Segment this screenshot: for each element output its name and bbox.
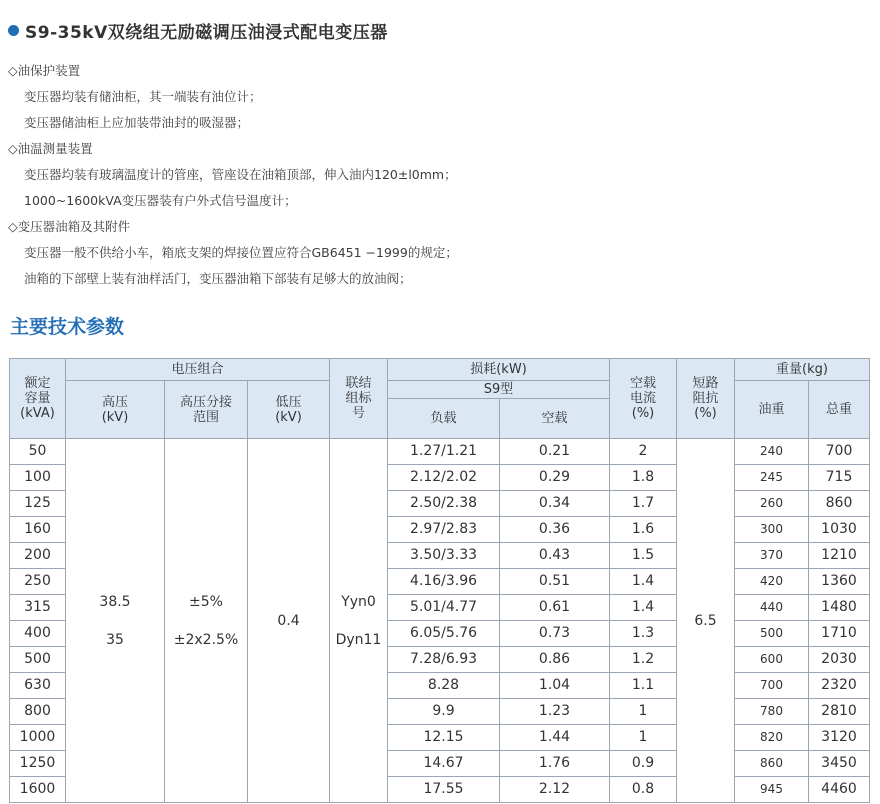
cell-noload-loss: 0.51 [500, 569, 610, 595]
section-line: 油箱的下部壁上装有油样活门，变压器油箱下部装有足够大的放油阀； [24, 271, 412, 286]
merged-lv: 0.4 [248, 439, 330, 803]
cell-load-loss: 2.97/2.83 [388, 517, 500, 543]
cell-capacity: 250 [10, 569, 66, 595]
header-loss-model: S9型 [388, 381, 610, 399]
header-load-loss: 负载 [388, 399, 500, 439]
cell-noload-current: 0.8 [610, 777, 677, 803]
section-heading: ◇油保护装置 [8, 63, 81, 78]
cell-capacity: 200 [10, 543, 66, 569]
cell-load-loss: 9.9 [388, 699, 500, 725]
cell-noload-current: 1.7 [610, 491, 677, 517]
cell-capacity: 315 [10, 595, 66, 621]
cell-oil-weight: 240 [735, 439, 809, 465]
cell-noload-current: 2 [610, 439, 677, 465]
cell-capacity: 1250 [10, 751, 66, 777]
merged-impedance: 6.5 [677, 439, 735, 803]
cell-load-loss: 12.15 [388, 725, 500, 751]
cell-oil-weight: 780 [735, 699, 809, 725]
cell-noload-current: 1.4 [610, 569, 677, 595]
cell-oil-weight: 245 [735, 465, 809, 491]
cell-total-weight: 1030 [809, 517, 870, 543]
cell-capacity: 50 [10, 439, 66, 465]
header-tap: 高压分接 范围 [165, 381, 248, 439]
cell-oil-weight: 945 [735, 777, 809, 803]
cell-total-weight: 1480 [809, 595, 870, 621]
cell-total-weight: 860 [809, 491, 870, 517]
cell-capacity: 125 [10, 491, 66, 517]
cell-total-weight: 3450 [809, 751, 870, 777]
cell-load-loss: 2.50/2.38 [388, 491, 500, 517]
cell-noload-loss: 0.86 [500, 647, 610, 673]
section-line: 变压器均装有玻璃温度计的管座，管座设在油箱顶部，伸入油内120±l0mm； [24, 167, 457, 182]
header-noload-current: 空载 电流 (%) [610, 359, 677, 439]
header-voltage-group: 电压组合 [66, 359, 330, 381]
page-title-row [8, 18, 388, 43]
cell-load-loss: 6.05/5.76 [388, 621, 500, 647]
cell-capacity: 630 [10, 673, 66, 699]
cell-noload-loss: 0.36 [500, 517, 610, 543]
cell-oil-weight: 600 [735, 647, 809, 673]
header-capacity: 额定 容量 (kVA) [10, 359, 66, 439]
cell-noload-loss: 1.23 [500, 699, 610, 725]
cell-noload-current: 1.2 [610, 647, 677, 673]
cell-capacity: 100 [10, 465, 66, 491]
cell-oil-weight: 860 [735, 751, 809, 777]
cell-load-loss: 17.55 [388, 777, 500, 803]
cell-noload-loss: 1.76 [500, 751, 610, 777]
cell-noload-loss: 1.04 [500, 673, 610, 699]
cell-total-weight: 1210 [809, 543, 870, 569]
bullet-dot-icon [8, 25, 19, 36]
cell-noload-current: 1.6 [610, 517, 677, 543]
cell-total-weight: 1710 [809, 621, 870, 647]
section-heading: ◇变压器油箱及其附件 [8, 219, 131, 234]
header-total-weight: 总重 [809, 381, 870, 439]
cell-total-weight: 700 [809, 439, 870, 465]
cell-oil-weight: 440 [735, 595, 809, 621]
cell-noload-current: 1 [610, 725, 677, 751]
merged-connection: Yyn0 Dyn11 [330, 439, 388, 803]
cell-capacity: 1600 [10, 777, 66, 803]
cell-load-loss: 7.28/6.93 [388, 647, 500, 673]
cell-load-loss: 1.27/1.21 [388, 439, 500, 465]
header-noload-loss: 空载 [500, 399, 610, 439]
cell-oil-weight: 420 [735, 569, 809, 595]
cell-noload-loss: 0.34 [500, 491, 610, 517]
spec-table [9, 358, 870, 803]
cell-noload-current: 1 [610, 699, 677, 725]
cell-capacity: 500 [10, 647, 66, 673]
cell-noload-loss: 2.12 [500, 777, 610, 803]
cell-load-loss: 14.67 [388, 751, 500, 777]
cell-noload-loss: 0.21 [500, 439, 610, 465]
cell-total-weight: 2810 [809, 699, 870, 725]
cell-oil-weight: 300 [735, 517, 809, 543]
cell-oil-weight: 500 [735, 621, 809, 647]
cell-total-weight: 715 [809, 465, 870, 491]
cell-noload-loss: 0.43 [500, 543, 610, 569]
cell-load-loss: 4.16/3.96 [388, 569, 500, 595]
section-line: 变压器储油柜上应加装带油封的吸湿器； [24, 115, 250, 130]
cell-capacity: 1000 [10, 725, 66, 751]
header-hv: 高压 (kV) [66, 381, 165, 439]
section-heading: ◇油温测量装置 [8, 141, 93, 156]
cell-load-loss: 5.01/4.77 [388, 595, 500, 621]
cell-noload-current: 1.4 [610, 595, 677, 621]
cell-load-loss: 3.50/3.33 [388, 543, 500, 569]
cell-oil-weight: 260 [735, 491, 809, 517]
page-title: S9-35kV双绕组无励磁调压油浸式配电变压器 [25, 23, 388, 43]
cell-total-weight: 4460 [809, 777, 870, 803]
merged-tap: ±5% ±2x2.5% [165, 439, 248, 803]
cell-noload-current: 0.9 [610, 751, 677, 777]
cell-noload-loss: 0.61 [500, 595, 610, 621]
cell-oil-weight: 700 [735, 673, 809, 699]
cell-noload-current: 1.8 [610, 465, 677, 491]
header-weight: 重量(kg) [735, 359, 870, 381]
header-connection: 联结 组标 号 [330, 359, 388, 439]
header-impedance: 短路 阻抗 (%) [677, 359, 735, 439]
cell-oil-weight: 820 [735, 725, 809, 751]
cell-total-weight: 1360 [809, 569, 870, 595]
header-loss: 损耗(kW) [388, 359, 610, 381]
merged-hv: 38.5 35 [66, 439, 165, 803]
cell-noload-current: 1.5 [610, 543, 677, 569]
section-line: 1000~1600kVA变压器装有户外式信号温度计； [24, 193, 297, 208]
cell-noload-current: 1.3 [610, 621, 677, 647]
cell-capacity: 160 [10, 517, 66, 543]
params-title: 主要技术参数 [10, 316, 125, 338]
section-line: 变压器一般不供给小车，箱底支架的焊接位置应符合GB6451 −1999的规定； [24, 245, 458, 260]
cell-total-weight: 3120 [809, 725, 870, 751]
cell-total-weight: 2320 [809, 673, 870, 699]
cell-noload-loss: 0.73 [500, 621, 610, 647]
header-lv: 低压 (kV) [248, 381, 330, 439]
cell-total-weight: 2030 [809, 647, 870, 673]
cell-oil-weight: 370 [735, 543, 809, 569]
section-line: 变压器均装有储油柜，其一端装有油位计； [24, 89, 262, 104]
cell-capacity: 800 [10, 699, 66, 725]
cell-load-loss: 8.28 [388, 673, 500, 699]
cell-load-loss: 2.12/2.02 [388, 465, 500, 491]
cell-noload-loss: 0.29 [500, 465, 610, 491]
feature-description [8, 58, 868, 292]
cell-noload-loss: 1.44 [500, 725, 610, 751]
header-oil-weight: 油重 [735, 381, 809, 439]
cell-capacity: 400 [10, 621, 66, 647]
cell-noload-current: 1.1 [610, 673, 677, 699]
